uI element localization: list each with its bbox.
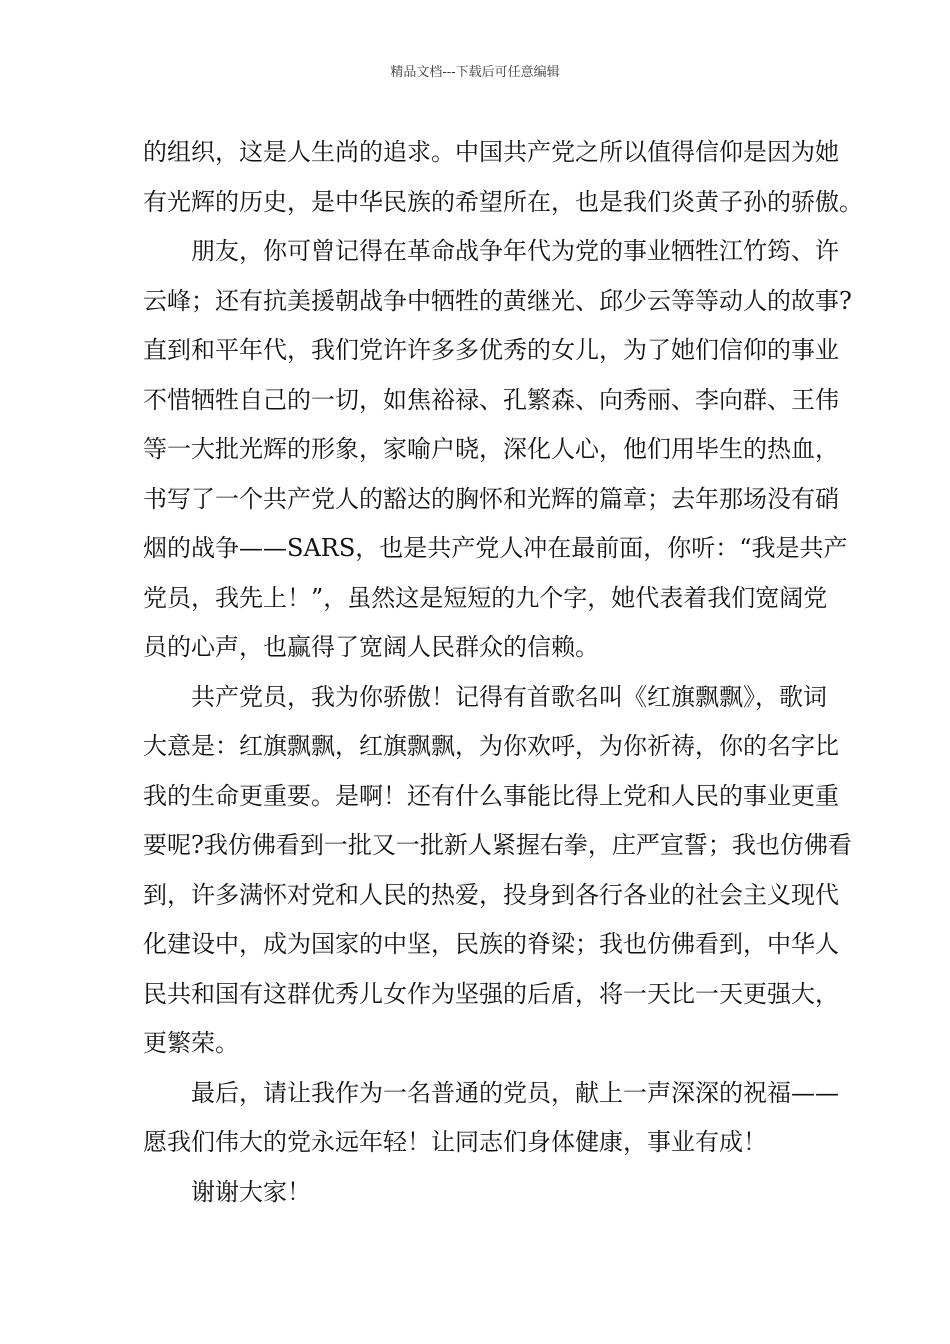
text-line: 党员，我先上！”，虽然这是短短的九个字，她代表着我们宽阔党 bbox=[143, 583, 828, 612]
text-line: 云峰；还有抗美援朝战争中牺牲的黄继光、邱少云等等动人的故事? bbox=[143, 286, 852, 315]
text-line: 大意是：红旗飘飘，红旗飘飘，为你欢呼，为你祈祷，你的名字比 bbox=[143, 732, 839, 760]
text-line: 等一大批光辉的形象，家喻户晓，深化人心，他们用毕生的热血， bbox=[143, 435, 839, 463]
text-line: 更繁荣。 bbox=[143, 1029, 239, 1057]
text-line: 我的生命更重要。是啊！还有什么事能比得上党和人民的事业更重 bbox=[143, 781, 839, 810]
paragraph-5 bbox=[143, 1168, 807, 1218]
text-line: 最后，请让我作为一名普通的党员，献上一声深深的祝福—— bbox=[191, 1078, 839, 1107]
document-body bbox=[143, 128, 863, 1217]
text-line: 烟的战争——SARS，也是共产党人冲在最前面，你听：“我是共产 bbox=[143, 534, 848, 562]
paragraph-3 bbox=[143, 673, 852, 1069]
paragraph-4 bbox=[143, 1069, 839, 1168]
text-line: 化建设中，成为国家的中坚，民族的脊梁；我也仿佛看到，中华人 bbox=[143, 930, 839, 958]
text-line: 要呢?我仿佛看到一批又一批新人紧握右拳，庄严宣誓；我也仿佛看 bbox=[143, 831, 852, 859]
page-header: 精品文档---下载后可任意编辑 bbox=[390, 65, 560, 80]
text-line: 谢谢大家！ bbox=[191, 1177, 311, 1206]
text-line: 直到和平年代，我们党许许多多优秀的女儿，为了她们信仰的事业 bbox=[143, 336, 839, 364]
text-line: 员的心声，也赢得了宽阔人民群众的信赖。 bbox=[143, 633, 599, 661]
text-line: 有光辉的历史，是中华民族的希望所在，也是我们炎黄子孙的骄傲。 bbox=[143, 187, 863, 216]
text-line: 民共和国有这群优秀儿女作为坚强的后盾，将一天比一天更强大， bbox=[143, 979, 839, 1008]
paragraph-1 bbox=[143, 128, 863, 227]
text-line: 的组织，这是人生尚的追求。中国共产党之所以值得信仰是因为她 bbox=[143, 138, 839, 166]
text-line: 不惜牺牲自己的一切，如焦裕禄、孔繁森、向秀丽、李向群、王伟 bbox=[143, 385, 839, 414]
text-line: 朋友，你可曾记得在革命战争年代为党的事业牺牲江竹筠、许 bbox=[191, 237, 839, 265]
text-line: 到，许多满怀对党和人民的热爱，投身到各行各业的社会主义现代 bbox=[143, 880, 839, 909]
text-line: 愿我们伟大的党永远年轻！让同志们身体健康，事业有成！ bbox=[143, 1128, 767, 1156]
text-line: 共产党员，我为你骄傲！记得有首歌名叫《红旗飘飘》，歌词 bbox=[191, 682, 827, 711]
paragraph-2 bbox=[143, 227, 852, 673]
text-line: 书写了一个共产党人的豁达的胸怀和光辉的篇章；去年那场没有硝 bbox=[143, 484, 839, 513]
